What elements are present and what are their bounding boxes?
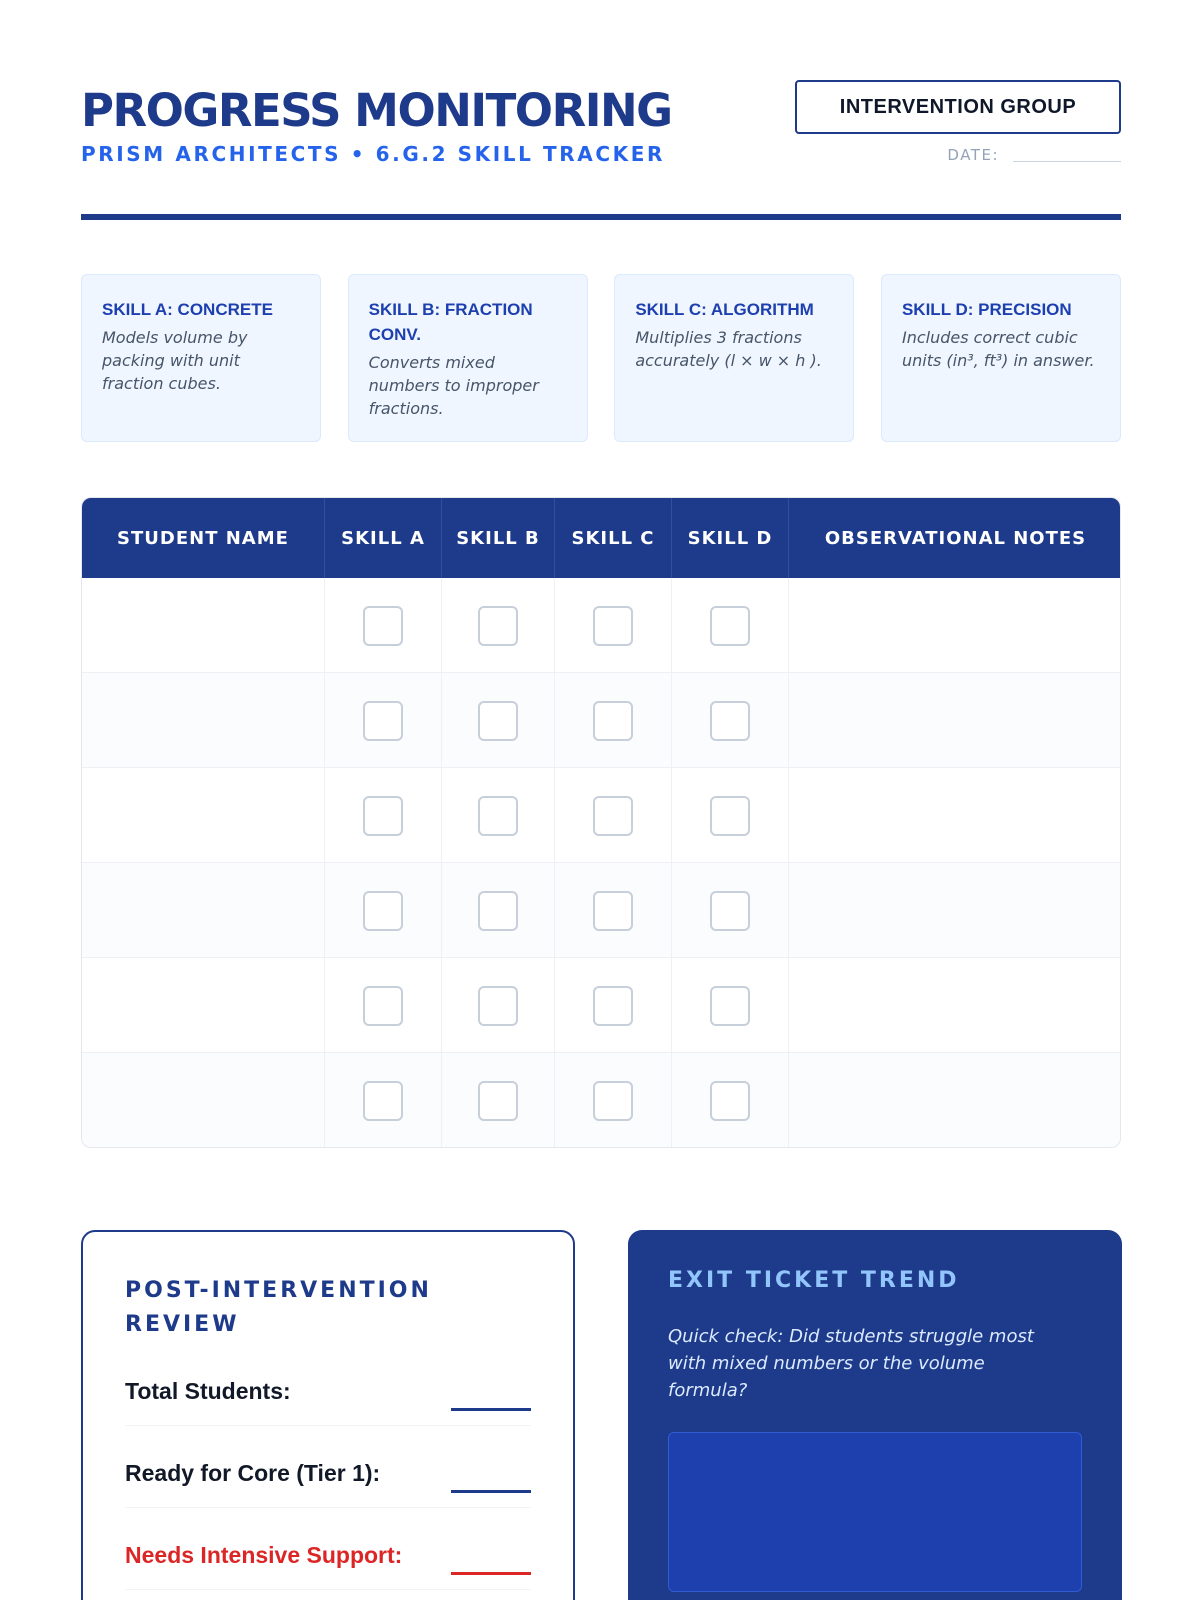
skill-a-cell [325,863,442,958]
skill-b-cell [442,1053,555,1148]
skill-d-checkbox[interactable] [710,701,750,741]
skill-card-d [881,274,1121,442]
skill-legend [81,274,1121,442]
student-name-cell[interactable] [82,958,325,1053]
skill-card-b [348,274,588,442]
table-header [82,498,1120,578]
review-label: Needs Intensive Support: [125,1542,403,1568]
column-header-skill-c: SKILL C [555,498,672,578]
observational-notes-cell[interactable] [789,673,1121,768]
skill-c-cell [555,863,672,958]
skill-c-cell [555,768,672,863]
column-header-student-name: STUDENT NAME [82,498,325,578]
skill-d-cell [672,1053,789,1148]
table-body [82,578,1120,1148]
student-name-cell[interactable] [82,673,325,768]
skill-c-checkbox[interactable] [593,701,633,741]
skill-card-a [81,274,321,442]
skill-a-cell [325,578,442,673]
skill-a-checkbox[interactable] [363,701,403,741]
skill-a-cell [325,768,442,863]
skill-b-checkbox[interactable] [478,1081,518,1121]
student-name-cell[interactable] [82,1053,325,1148]
skill-d-cell [672,863,789,958]
skill-a-checkbox[interactable] [363,891,403,931]
skill-a-checkbox[interactable] [363,1081,403,1121]
skill-b-cell [442,863,555,958]
table-row [82,863,1120,958]
student-name-cell[interactable] [82,863,325,958]
skill-d-checkbox[interactable] [710,606,750,646]
exit-ticket-trend-panel [628,1230,1122,1600]
skill-b-cell [442,768,555,863]
skill-title: SKILL D: PRECISION [901,300,1072,319]
skill-tracker-table [81,497,1121,1148]
review-blank-line[interactable] [451,1490,531,1493]
page-title: PROGRESS MONITORING [81,84,672,137]
document-header [81,80,1121,220]
page-subtitle: PRISM ARCHITECTS • 6.G.2 SKILL TRACKER [81,142,666,166]
skill-b-checkbox[interactable] [478,701,518,741]
exit-ticket-prompt: Quick check: Did students struggle most with mixed numbers or the volume formula? [668,1326,1034,1401]
skill-d-cell [672,673,789,768]
skill-d-checkbox[interactable] [710,986,750,1026]
table-row [82,578,1120,673]
skill-c-cell [555,1053,672,1148]
skill-description: Converts mixed numbers to improper fractions. [368,353,539,418]
review-blank-line[interactable] [451,1408,531,1411]
skill-a-checkbox[interactable] [363,986,403,1026]
intervention-group-badge: INTERVENTION GROUP [795,80,1121,134]
observational-notes-cell[interactable] [789,863,1121,958]
skill-description: Multiplies 3 fractions accurately (l × w × h ). [635,328,822,370]
skill-c-checkbox[interactable] [593,1081,633,1121]
review-row-needs-intensive-support [125,1508,531,1590]
review-row-total-students [125,1366,531,1426]
review-label: Total Students: [125,1378,291,1404]
skill-c-checkbox[interactable] [593,606,633,646]
table-row [82,958,1120,1053]
column-header-skill-a: SKILL A [325,498,442,578]
skill-c-checkbox[interactable] [593,796,633,836]
skill-card-c [614,274,854,442]
skill-b-checkbox[interactable] [478,606,518,646]
skill-b-cell [442,958,555,1053]
skill-b-checkbox[interactable] [478,796,518,836]
observational-notes-cell[interactable] [789,958,1121,1053]
skill-d-cell [672,958,789,1053]
skill-description: Includes correct cubic units (in³, ft³) in answer. [901,328,1095,370]
skill-c-checkbox[interactable] [593,891,633,931]
header-divider [81,214,1121,220]
skill-c-cell [555,578,672,673]
skill-a-cell [325,958,442,1053]
student-name-cell[interactable] [82,578,325,673]
table-row [82,673,1120,768]
review-blank-line[interactable] [451,1572,531,1575]
exit-ticket-title: EXIT TICKET TREND [668,1268,960,1293]
skill-d-checkbox[interactable] [710,796,750,836]
date-label: DATE: [947,146,999,164]
skill-a-checkbox[interactable] [363,606,403,646]
skill-a-cell [325,1053,442,1148]
column-header-skill-b: SKILL B [442,498,555,578]
review-row-ready-for-core [125,1426,531,1508]
skill-title: SKILL B: FRACTION CONV. [368,300,533,344]
student-name-cell[interactable] [82,768,325,863]
skill-title: SKILL A: CONCRETE [102,300,273,319]
review-label: Ready for Core (Tier 1): [125,1460,381,1486]
skill-b-checkbox[interactable] [478,891,518,931]
exit-ticket-answer-box[interactable] [668,1432,1082,1592]
skill-b-cell [442,578,555,673]
skill-b-cell [442,673,555,768]
skill-a-checkbox[interactable] [363,796,403,836]
observational-notes-cell[interactable] [789,1053,1121,1148]
skill-d-checkbox[interactable] [710,1081,750,1121]
observational-notes-cell[interactable] [789,768,1121,863]
skill-c-cell [555,958,672,1053]
date-field [947,146,1121,164]
post-intervention-review-panel [81,1230,575,1600]
skill-d-checkbox[interactable] [710,891,750,931]
column-header-observational-notes: OBSERVATIONAL NOTES [824,527,1087,549]
review-title: POST-INTERVENTION REVIEW [125,1278,432,1337]
skill-description: Models volume by packing with unit fraction cubes. [102,328,248,393]
table-row [82,1053,1120,1148]
skill-title: SKILL C: ALGORITHM [635,300,814,319]
date-blank-line[interactable] [1013,161,1121,162]
column-header-skill-d: SKILL D [672,498,789,578]
skill-d-cell [672,578,789,673]
skill-d-cell [672,768,789,863]
skill-b-checkbox[interactable] [478,986,518,1026]
skill-a-cell [325,673,442,768]
observational-notes-cell[interactable] [789,578,1121,673]
skill-c-checkbox[interactable] [593,986,633,1026]
skill-c-cell [555,673,672,768]
table-row [82,768,1120,863]
